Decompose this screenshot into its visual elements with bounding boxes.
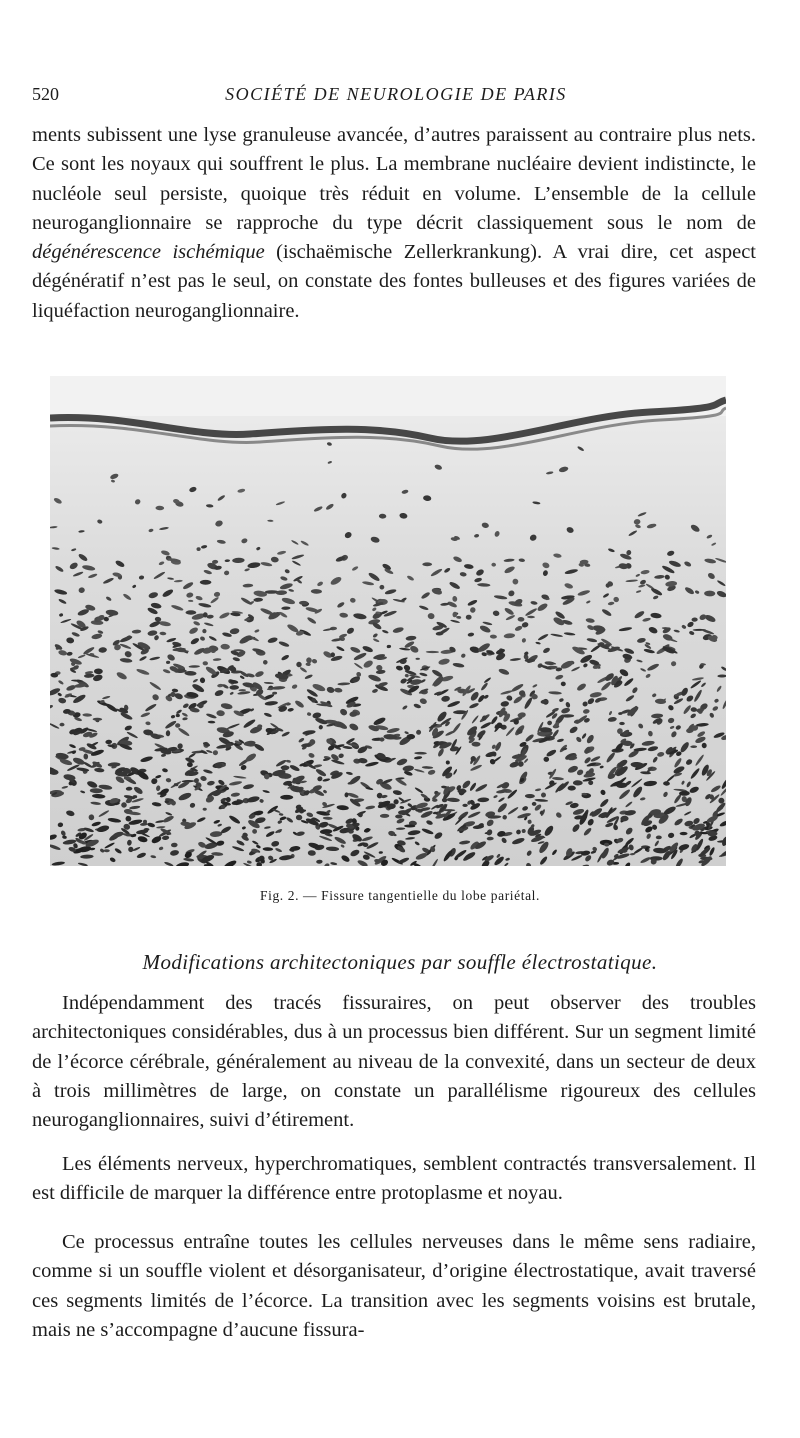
running-title: SOCIÉTÉ DE NEUROLOGIE DE PARIS [225,84,567,104]
cell-nucleus [680,832,688,835]
cell-nucleus [568,786,576,791]
cell-nucleus [588,781,593,786]
cell-nucleus [416,658,420,660]
figure-caption: Fig. 2. — Fissure tangentielle du lobe pariétal. [260,888,540,903]
paragraph-4: Ce processus entraîne toutes les cellules nerveuses dans le même sens radiaire, comme si un souffle violent et désorganisateur, d’origine électrostatique, avait traversé ces segments limités de l’écorce. La transition avec les segments voisins est brutale, mais ne s’accompagne d’aucune fissura- [32,1231,756,1341]
paragraph-2: Indépendamment des tracés fissuraires, on peut observer des troubles architectoniques considérables, dus à un processus bien différent. Sur un segment limité de l’écorce cérébrale, généralement au niveau de la convexité, dans un secteur de deux à trois millimètres de large, on constate un parallélisme rigoureux des cellules neuroganglionnaires, suivi d’étirement. [32,992,756,1132]
histology-micrograph [50,376,726,866]
paragraph-1 [32,121,756,326]
cell-nucleus [462,804,467,807]
page-header [32,84,760,110]
cell-nucleus [466,615,472,620]
cell-nucleus [143,820,147,824]
section-title: Modifications architectoniques par souffle électrostatique. [142,950,658,974]
page-number: 520 [32,84,59,104]
paragraph-1-text-b: (ischaëmische Zellerkrankung). A vrai dire, cet aspect dégénératif n’est pas le seul, on constate des fontes bulleuses et des figures variées de liquéfaction neuroganglionnaire. [32,241,756,322]
cell-nucleus [200,580,212,585]
paragraph-3: Les éléments nerveux, hyperchromatiques, semblent contractés transversalement. Il est difficile de marquer la différence entre protoplasme et noyau. [32,1153,756,1205]
micrograph-image [50,376,726,866]
cell-nucleus [60,723,65,727]
cell-nucleus [186,610,197,614]
paragraph-1-text-a: ments subissent une lyse granuleuse avancée, d’autres paraissent au contraire plus nets. Ce sont les noyaux qui souffrent le plus. La membrane nucléaire devient indistincte, le nucléole seul persiste, quoique très réduit en volume. L’ensemble de la cellule neuroganglionnaire se rapproche du type décrit classiquement sous le nom de [32,124,756,234]
cell-nucleus [422,562,432,566]
cell-nucleus [395,815,403,819]
cell-nucleus [432,798,437,802]
cell-nucleus [280,795,293,800]
cell-nucleus [525,659,535,663]
paragraph-1-emphasis: dégénérescence ischémique [32,241,265,264]
